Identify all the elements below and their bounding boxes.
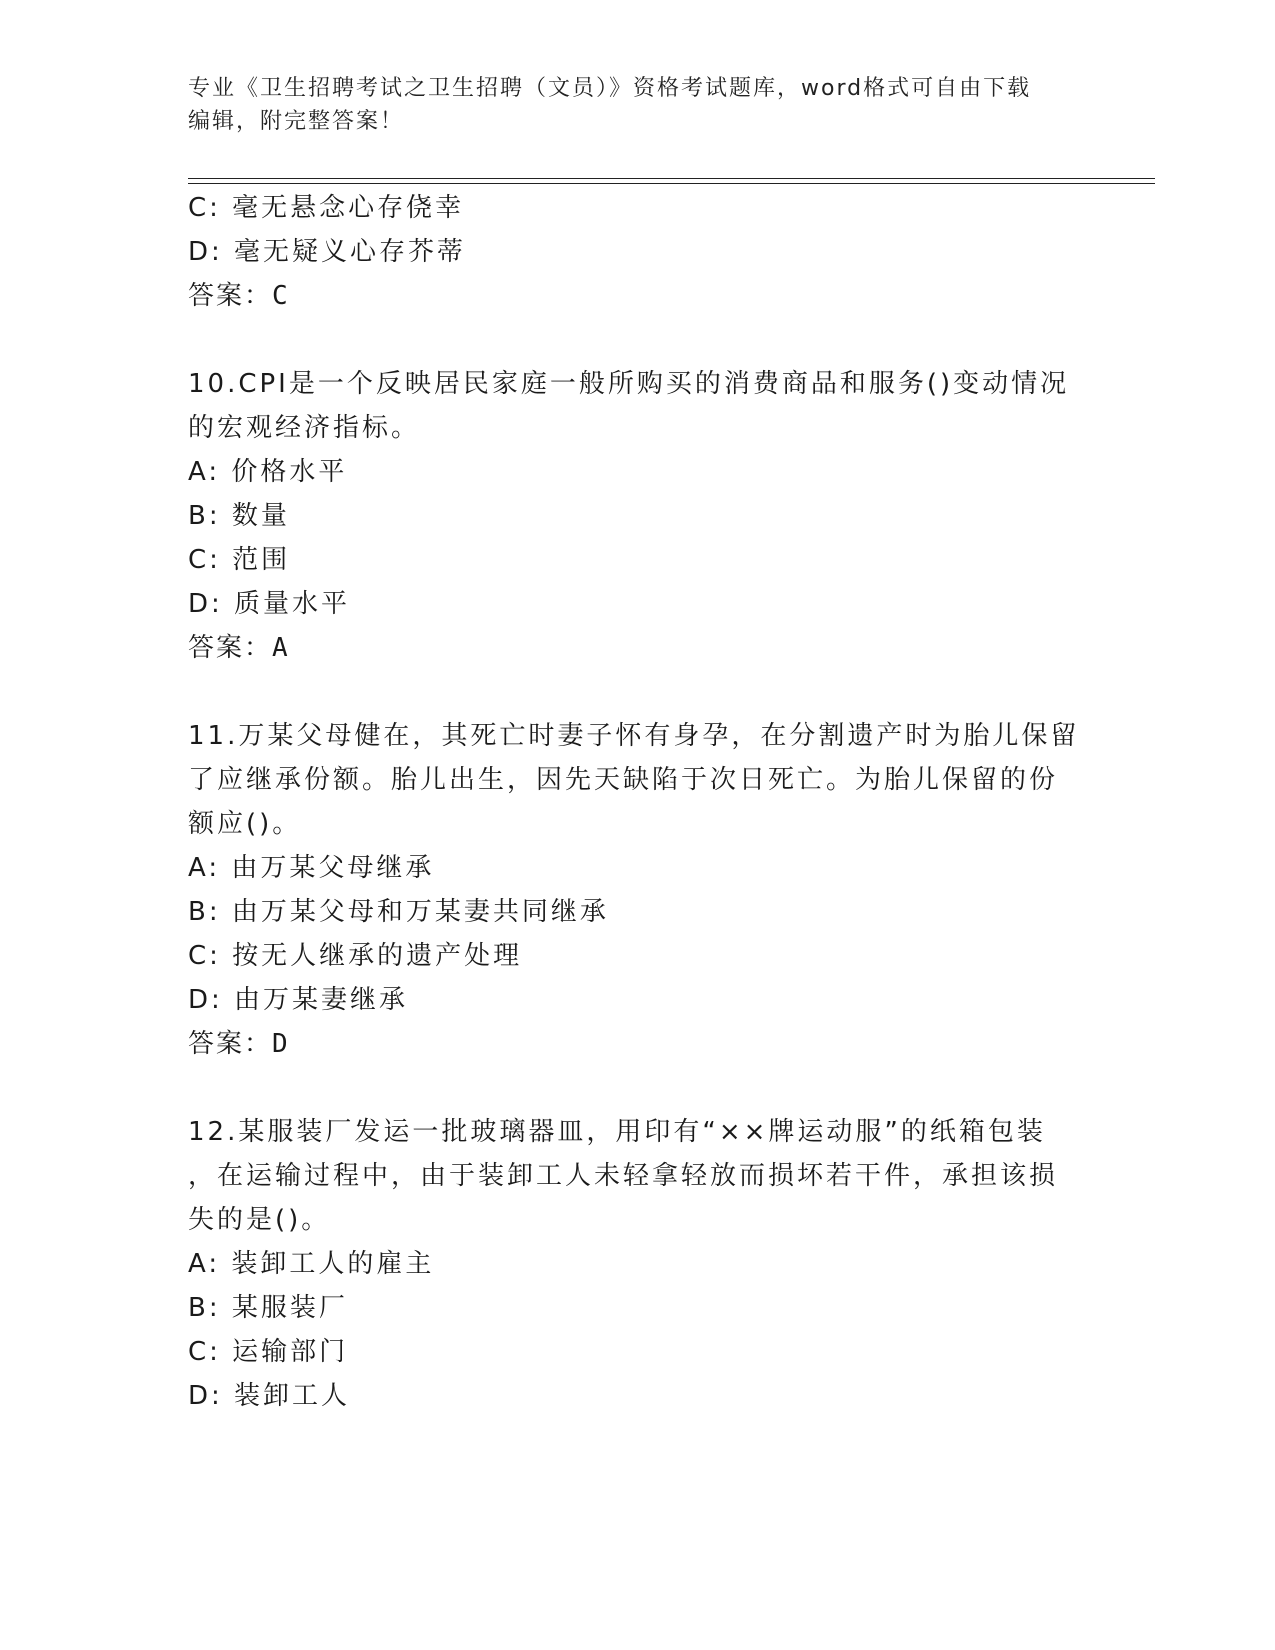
question-12-stem-line-3: 失的是()。 — [188, 1205, 331, 1235]
question-12-stem-line-2: ，在运输过程中，由于装卸工人未轻拿轻放而损坏若干件，承担该损 — [188, 1161, 1059, 1191]
question-12-option-a: A: 装卸工人的雇主 — [188, 1249, 435, 1279]
question-11-option-c: C: 按无人继承的遗产处理 — [188, 941, 523, 971]
question-12-option-c: C: 运输部门 — [188, 1337, 349, 1367]
question-12-option-b: B: 某服装厂 — [188, 1293, 348, 1323]
header-divider-bottom — [188, 183, 1155, 184]
question-11-option-b: B: 由万某父母和万某妻共同继承 — [188, 897, 609, 927]
answer-label: 答案：C — [188, 281, 290, 311]
question-11-stem-line-1: 11.万某父母健在，其死亡时妻子怀有身孕，在分割遗产时为胎儿保留 — [188, 721, 1080, 751]
header-divider-top — [188, 178, 1155, 179]
option-c: C: 毫无悬念心存侥幸 — [188, 193, 465, 223]
header-line-2: 编辑，附完整答案！ — [188, 109, 405, 134]
question-12-option-d: D: 装卸工人 — [188, 1381, 351, 1411]
question-11-answer: 答案：D — [188, 1029, 290, 1059]
question-10-stem-line-1: 10.CPI是一个反映居民家庭一般所购买的消费商品和服务()变动情况 — [188, 369, 1070, 399]
question-11-stem-line-2: 了应继承份额。胎儿出生，因先天缺陷于次日死亡。为胎儿保留的份 — [188, 765, 1059, 795]
question-12-stem-line-1: 12.某服装厂发运一批玻璃器皿，用印有“××牌运动服”的纸箱包装 — [188, 1117, 1046, 1147]
question-10-option-a: A: 价格水平 — [188, 457, 348, 487]
question-10-option-b: B: 数量 — [188, 501, 290, 531]
question-10-answer: 答案：A — [188, 633, 290, 663]
question-10-option-c: C: 范围 — [188, 545, 291, 575]
question-11-stem-line-3: 额应()。 — [188, 809, 302, 839]
option-d: D: 毫无疑义心存芥蒂 — [188, 237, 467, 267]
document-header — [188, 72, 1088, 138]
question-11-option-d: D: 由万某妻继承 — [188, 985, 409, 1015]
question-11-option-a: A: 由万某父母继承 — [188, 853, 435, 883]
question-10-stem-line-2: 的宏观经济指标。 — [188, 413, 421, 443]
header-line-1: 专业《卫生招聘考试之卫生招聘（文员）》资格考试题库，word格式可自由下载 — [188, 76, 1032, 101]
question-10-option-d: D: 质量水平 — [188, 589, 351, 619]
